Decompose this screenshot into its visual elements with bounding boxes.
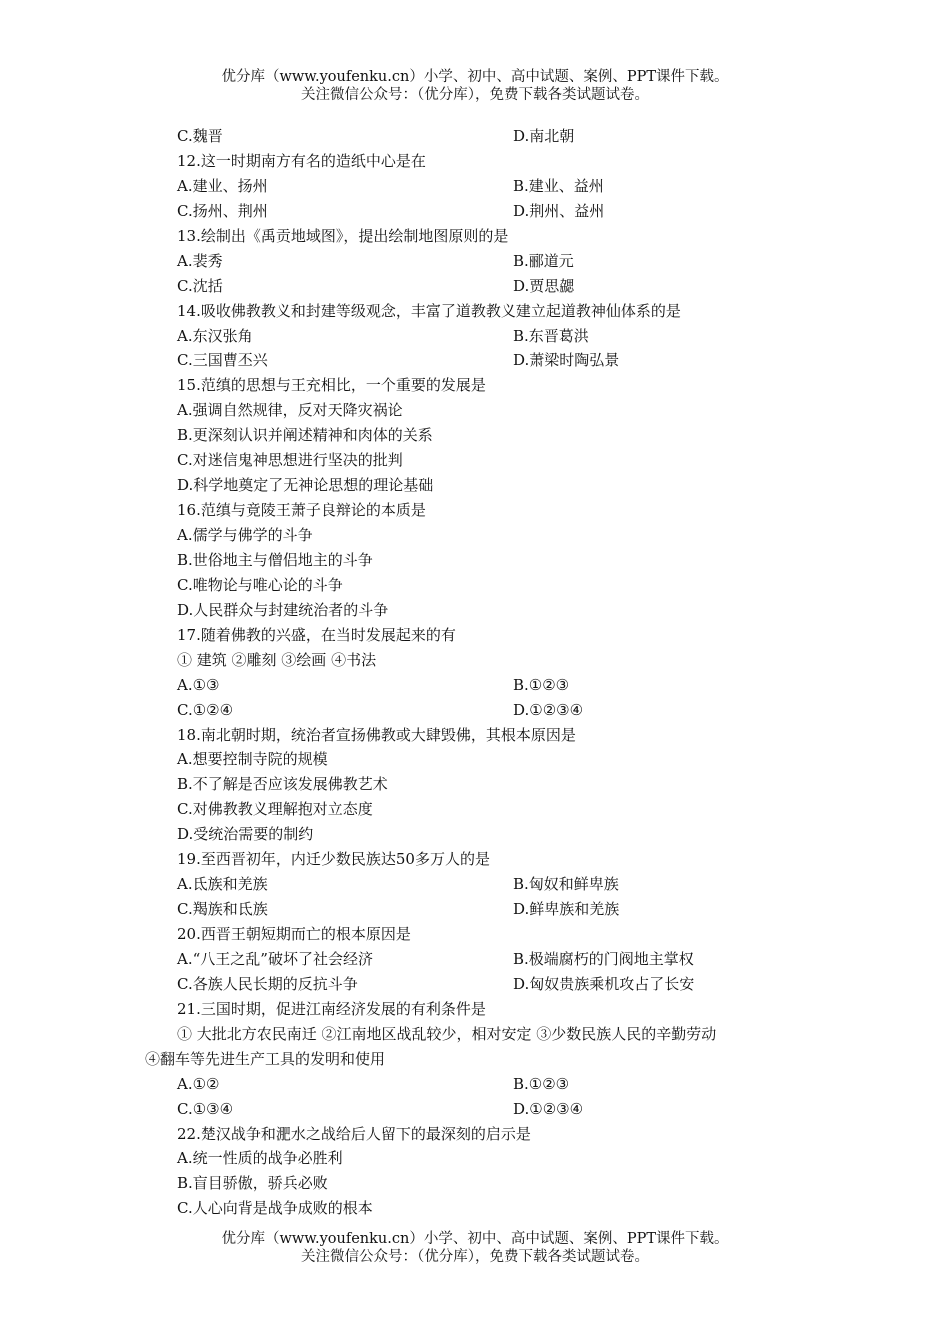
option-line <box>0 448 950 473</box>
option-left: A.①② <box>177 1074 220 1093</box>
question-text: 12.这一时期南方有名的造纸中心是在 <box>177 151 426 170</box>
option-right: B.郦道元 <box>513 251 574 270</box>
option-right: D.南北朝 <box>513 127 575 145</box>
option-line <box>0 523 950 548</box>
option-right: B.极端腐朽的门阀地主掌权 <box>513 949 694 968</box>
text-line <box>0 972 950 997</box>
text-line <box>0 698 950 723</box>
option-text: C.对迷信鬼神思想进行坚决的批判 <box>177 451 403 470</box>
text-line <box>0 897 950 922</box>
option-text: C.对佛教教义理解抱对立态度 <box>177 800 373 819</box>
option-right: B.建业、益州 <box>513 176 604 195</box>
option-left: A.东汉张角 <box>177 326 253 345</box>
option-right: B.东晋葛洪 <box>513 326 589 345</box>
option-left: C.魏晋 <box>177 127 223 145</box>
statement-line <box>0 1022 950 1047</box>
option-line <box>0 573 950 598</box>
statement-line <box>0 1047 950 1072</box>
option-line <box>0 423 950 448</box>
option-line <box>0 398 950 423</box>
option-text: C.人心向背是战争成败的根本 <box>177 1199 373 1218</box>
option-text: D.人民群众与封建统治者的斗争 <box>177 600 389 619</box>
text-line <box>0 348 950 373</box>
question-text: 19.至西晋初年，内迁少数民族达50多万人的是 <box>177 850 490 869</box>
text-line <box>0 947 950 972</box>
option-text: D.受统治需要的制约 <box>177 825 314 844</box>
option-left: A.裴秀 <box>177 251 223 270</box>
question-stem <box>0 1122 950 1147</box>
option-line <box>0 473 950 498</box>
option-left: C.三国曹丕兴 <box>177 351 268 370</box>
question-stem <box>0 922 950 947</box>
question-stem <box>0 149 950 174</box>
text-line <box>0 199 950 224</box>
option-text: D.科学地奠定了无神论思想的理论基础 <box>177 476 434 495</box>
page-header <box>0 68 950 104</box>
question-stem <box>0 373 950 398</box>
option-line <box>0 598 950 623</box>
option-right: B.①②③ <box>513 675 570 694</box>
question-text: 17.随着佛教的兴盛，在当时发展起来的有 <box>177 625 456 644</box>
option-line <box>0 797 950 822</box>
option-text: B.盲目骄傲，骄兵必败 <box>177 1174 328 1193</box>
question-stem <box>0 498 950 523</box>
text-line <box>0 124 950 149</box>
question-body <box>0 124 950 1221</box>
question-text: 22.楚汉战争和淝水之战给后人留下的最深刻的启示是 <box>177 1124 531 1143</box>
option-line <box>0 1146 950 1171</box>
statement-text: ④翻车等先进生产工具的发明和使用 <box>145 1049 386 1068</box>
header-line-1: 优分库（www.youfenku.cn）小学、初中、高中试题、案例、PPT课件下载。 <box>221 69 729 85</box>
text-line <box>0 174 950 199</box>
option-left: C.沈括 <box>177 276 223 295</box>
option-left: A.①③ <box>177 675 220 694</box>
question-stem <box>0 224 950 249</box>
option-line <box>0 747 950 772</box>
option-left: A.“八王之乱”破坏了社会经济 <box>177 949 373 968</box>
text-line <box>0 324 950 349</box>
question-text: 13.绘制出《禹贡地域图》，提出绘制地图原则的是 <box>177 226 509 245</box>
option-text: A.强调自然规律，反对天降灾祸论 <box>177 401 403 420</box>
option-line <box>0 1171 950 1196</box>
question-text: 16.范缜与竟陵王萧子良辩论的本质是 <box>177 501 426 520</box>
question-stem <box>0 623 950 648</box>
question-text: 15.范缜的思想与王充相比，一个重要的发展是 <box>177 376 486 395</box>
question-stem <box>0 997 950 1022</box>
text-line <box>0 1072 950 1097</box>
header-line-2: 关注微信公众号：（优分库），免费下载各类试题试卷。 <box>301 87 649 103</box>
option-right: B.匈奴和鲜卑族 <box>513 875 619 894</box>
footer-line-2: 关注微信公众号：（优分库），免费下载各类试题试卷。 <box>301 1249 649 1265</box>
option-line <box>0 772 950 797</box>
option-right: D.①②③④ <box>513 700 584 719</box>
option-line <box>0 548 950 573</box>
option-left: C.羯族和氐族 <box>177 900 268 919</box>
option-text: A.统一性质的战争必胜利 <box>177 1149 343 1168</box>
option-right: D.萧梁时陶弘景 <box>513 351 620 370</box>
text-line <box>0 249 950 274</box>
option-text: B.世俗地主与僧侣地主的斗争 <box>177 550 373 569</box>
question-stem <box>0 723 950 748</box>
option-left: C.①③④ <box>177 1099 234 1118</box>
text-line <box>0 274 950 299</box>
option-text: B.更深刻认识并阐述精神和肉体的关系 <box>177 426 433 445</box>
option-left: C.①②④ <box>177 700 234 719</box>
option-line <box>0 1196 950 1221</box>
question-text: 20.西晋王朝短期而亡的根本原因是 <box>177 925 411 943</box>
option-text: B.不了解是否应该发展佛教艺术 <box>177 775 388 794</box>
option-left: A.建业、扬州 <box>177 176 268 195</box>
statement-text: ① 建筑 ②雕刻 ③绘画 ④书法 <box>177 650 377 669</box>
option-right: D.匈奴贵族乘机攻占了长安 <box>513 974 695 993</box>
option-text: C.唯物论与唯心论的斗争 <box>177 575 343 594</box>
question-text: 21.三国时期，促进江南经济发展的有利条件是 <box>177 999 486 1018</box>
question-text: 14.吸收佛教教义和封建等级观念，丰富了道教教义建立起道教神仙体系的是 <box>177 301 681 320</box>
option-right: B.①②③ <box>513 1074 570 1093</box>
question-stem <box>0 847 950 872</box>
option-right: D.贾思勰 <box>513 276 575 295</box>
option-left: C.扬州、荆州 <box>177 201 268 220</box>
page-footer <box>0 1230 950 1266</box>
option-line <box>0 822 950 847</box>
statement-text: ① 大批北方农民南迁 ②江南地区战乱较少，相对安定 ③少数民族人民的辛勤劳动 <box>177 1024 717 1043</box>
option-right: D.鲜卑族和羌族 <box>513 900 620 919</box>
option-text: A.想要控制寺院的规模 <box>177 750 328 769</box>
option-right: D.荆州、益州 <box>513 201 605 220</box>
statement-line <box>0 648 950 673</box>
text-line <box>0 1097 950 1122</box>
text-line <box>0 673 950 698</box>
question-stem <box>0 299 950 324</box>
text-line <box>0 872 950 897</box>
option-text: A.儒学与佛学的斗争 <box>177 526 313 544</box>
option-left: C.各族人民长期的反抗斗争 <box>177 974 358 993</box>
option-left: A.氐族和羌族 <box>177 875 268 894</box>
option-right: D.①②③④ <box>513 1099 584 1118</box>
footer-line-1: 优分库（www.youfenku.cn）小学、初中、高中试题、案例、PPT课件下载。 <box>221 1231 729 1247</box>
question-text: 18.南北朝时期，统治者宣扬佛教或大肆毁佛，其根本原因是 <box>177 725 576 744</box>
